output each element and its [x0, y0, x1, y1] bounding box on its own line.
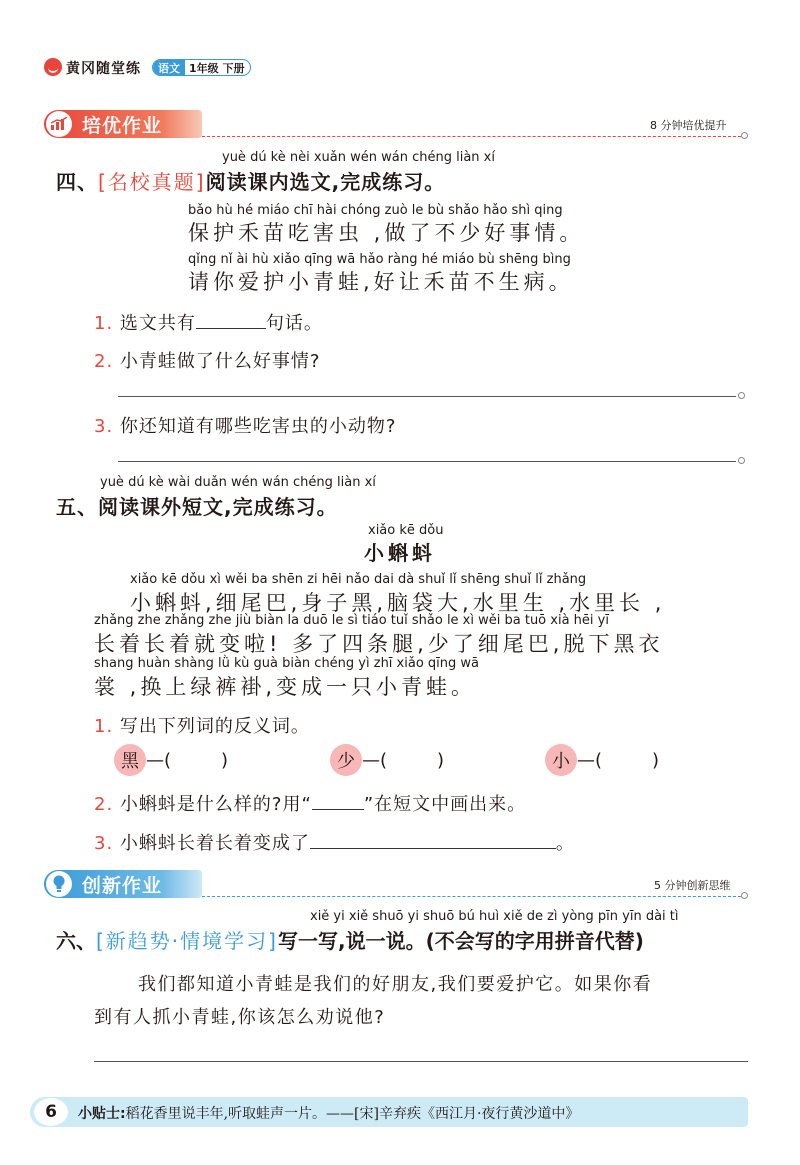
prompt-text: 到有人抓小青蛙,你该怎么劝说他? [94, 1007, 386, 1028]
antonym-word: 黑 [114, 744, 146, 776]
divider [202, 896, 746, 897]
antonym-close: ) [652, 749, 660, 771]
brand-name: 黄冈随堂练 [66, 61, 141, 77]
antonym-pair [114, 744, 228, 776]
ring-icon [738, 392, 745, 399]
antonym-dash: —( [362, 749, 388, 771]
sub-question-1 [94, 712, 310, 738]
tip [78, 1103, 579, 1123]
chart-up-icon [46, 111, 72, 137]
passage-line: 裳 ,换上绿裤褂,变成一只小青蛙。 [94, 675, 477, 699]
passage-pinyin: qǐng nǐ ài hù xiǎo qīng wā hǎo ràng hé miáo bù shēng bìng [188, 252, 571, 267]
question-tag: [名校真题] [98, 170, 206, 194]
section-banner-chuangxin [44, 870, 202, 898]
item-number: 2. [94, 794, 114, 815]
lightbulb-icon [46, 871, 72, 897]
divider [202, 136, 746, 137]
section-title: 培优作业 [82, 114, 163, 137]
sub-question-3 [94, 829, 575, 855]
item-text: 小蝌蚪长着长着变成了 [119, 833, 310, 854]
tip-text: 稻花香里说丰年,听取蛙声一片。——[宋]辛弃疾《西江月·夜行黄沙道中》 [125, 1106, 580, 1122]
question-number: 六、 [56, 929, 96, 953]
item-text: 你还知道有哪些吃害虫的小动物? [119, 416, 397, 437]
passage-line: 保护禾苗吃害虫 ,做了不少好事情。 [188, 221, 585, 245]
question-number: 四、 [56, 170, 98, 194]
story-title-pinyin: xiǎo kē dǒu [368, 523, 444, 538]
sub-question-1 [94, 309, 323, 335]
sub-question-3 [94, 412, 396, 438]
brand-logo-icon [44, 58, 62, 76]
answer-blank[interactable] [310, 831, 556, 849]
question-pinyin: xiě yi xiě shuō yi shuō bú huì xiě de zì yòng pīn yīn dài tì [310, 909, 679, 924]
passage-line: 长着长着就变啦! 多了四条腿,少了细尾巴,脱下黑衣 [94, 632, 664, 656]
section-title: 创新作业 [82, 874, 163, 897]
passage-pinyin: bǎo hù hé miáo chī hài chóng zuò le bù shǎo hǎo shì qing [188, 203, 563, 218]
answer-line[interactable] [94, 1061, 748, 1062]
antonym-pair [330, 744, 444, 776]
antonym-dash: —( [146, 749, 172, 771]
question-title: 阅读课内选文,完成练习。 [205, 170, 446, 194]
passage-pinyin: zhǎng zhe zhǎng zhe jiù biàn la duō le sì tiáo tuǐ shǎo le xì wěi ba tuō xià hēi yī [94, 613, 609, 628]
page-number: 6 [34, 1098, 68, 1126]
ring-icon [738, 457, 745, 464]
grade-badge [152, 59, 251, 76]
item-number: 1. [94, 716, 114, 737]
subject-tag: 语文 [153, 60, 185, 75]
antonym-close: ) [221, 749, 229, 771]
passage-line: 小蝌蚪,细尾巴,身子黑,脑袋大,水里生 ,水里长 , [130, 591, 666, 615]
grade-label: 1年级 下册 [189, 61, 245, 75]
antonym-pair [545, 744, 659, 776]
section-time-label: 8 分钟培优提升 [650, 119, 727, 132]
antonym-word: 少 [330, 744, 362, 776]
item-text: 小蝌蚪是什么样的?用“ [119, 794, 312, 815]
passage-pinyin: xiǎo kē dǒu xì wěi ba shēn zi hēi nǎo dai dà shuǐ lǐ shēng shuǐ lǐ zhǎng [130, 572, 587, 587]
answer-line[interactable] [118, 461, 736, 462]
question-heading [56, 166, 445, 195]
question-pinyin: yuè dú kè nèi xuǎn wén wán chéng liàn xí [222, 150, 495, 165]
answer-blank[interactable] [312, 792, 364, 810]
question-title: 写一写,说一说。(不会写的字用拼音代替) [277, 929, 644, 953]
story-title: 小蝌蚪 [364, 541, 436, 565]
question-title: 阅读课外短文,完成练习。 [98, 495, 338, 519]
question-tag: [新趋势·情境学习] [96, 929, 278, 953]
item-text: 选文共有 [119, 313, 196, 334]
item-text: 小青蛙做了什么好事情? [119, 351, 321, 372]
antonym-dash: —( [577, 749, 603, 771]
sub-question-2 [94, 347, 320, 373]
sub-question-2 [94, 790, 526, 816]
section-banner-peiyou [44, 110, 202, 138]
section-time-label: 5 分钟创新思维 [654, 879, 731, 892]
item-text: ”在短文中画出来。 [363, 794, 527, 815]
item-number: 3. [94, 833, 114, 854]
tip-label: 小贴士: [78, 1106, 126, 1122]
item-number: 1. [94, 313, 114, 334]
item-text: 。 [555, 833, 575, 854]
answer-line[interactable] [118, 396, 736, 397]
question-heading [56, 491, 338, 520]
ring-icon [741, 132, 748, 139]
answer-blank[interactable] [196, 311, 266, 329]
question-number: 五、 [56, 495, 98, 519]
item-text: 写出下列词的反义词。 [119, 716, 310, 737]
item-number: 2. [94, 351, 114, 372]
question-pinyin: yuè dú kè wài duǎn wén wán chéng liàn xí [100, 475, 376, 490]
passage-line: 请你爱护小青蛙,好让禾苗不生病。 [188, 270, 574, 294]
item-number: 3. [94, 416, 114, 437]
passage-pinyin: shang huàn shàng lǜ kù guà biàn chéng yì zhī xiǎo qīng wā [94, 656, 479, 671]
item-text: 句话。 [265, 313, 323, 334]
prompt-text: 我们都知道小青蛙是我们的好朋友,我们要爱护它。如果你看 [138, 974, 653, 995]
antonym-close: ) [437, 749, 445, 771]
question-heading [56, 925, 644, 954]
ring-icon [741, 892, 748, 899]
antonym-word: 小 [545, 744, 577, 776]
